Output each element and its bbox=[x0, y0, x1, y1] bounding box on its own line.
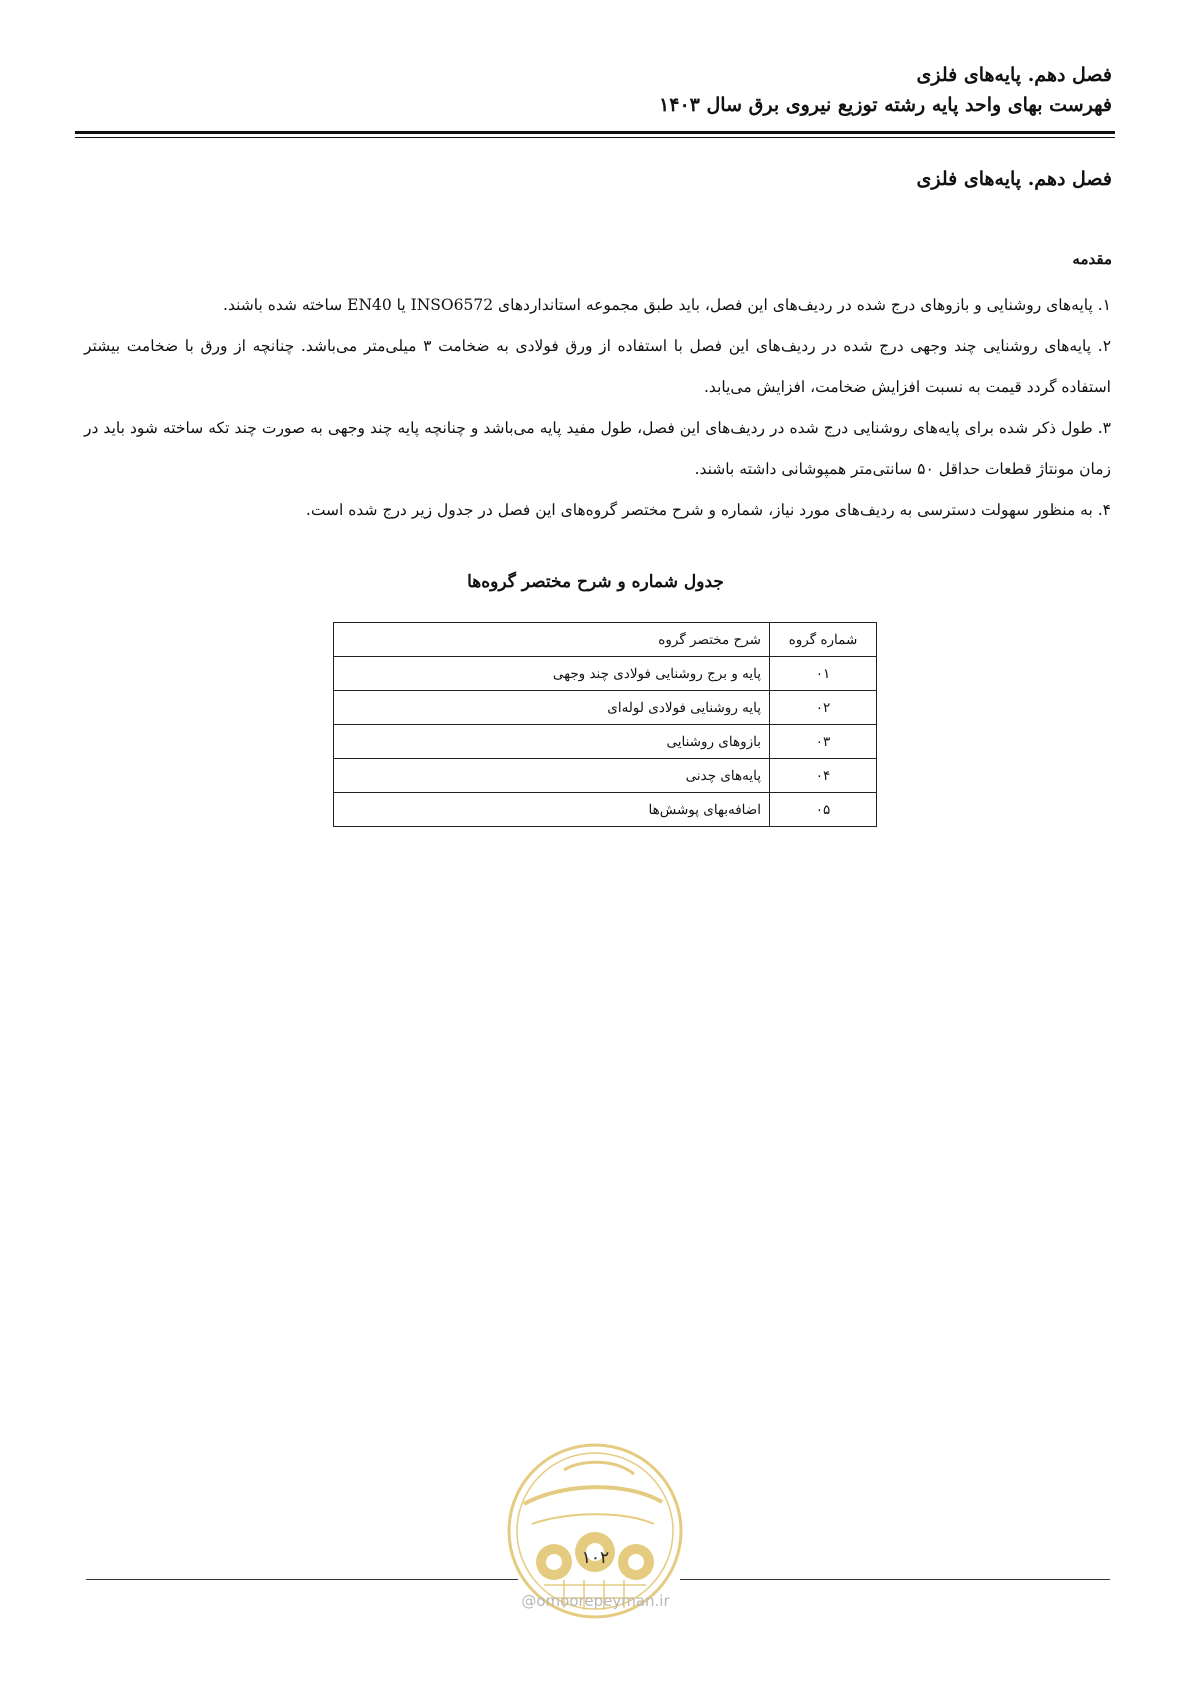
running-header-document-title: فهرست بهای واحد پایه رشته توزیع نیروی برق سال ۱۴۰۳ bbox=[659, 94, 1112, 116]
intro-heading: مقدمه bbox=[1072, 250, 1112, 268]
intro-paragraphs bbox=[84, 285, 1111, 531]
intro-paragraph-3: ۳. طول ذکر شده برای پایه‌های روشنایی درج شده در ردیف‌های این فصل، طول مفید پایه می‌باشد و چنانچه پایه چند وجهی به صورت چند تکه ساخته شود باید در زمان مونتاژ قطعات حداقل ۵۰ سانتی‌متر همپوشانی داشته باشند. bbox=[84, 419, 1111, 478]
group-description-cell: اضافه‌بهای پوشش‌ها bbox=[334, 793, 770, 827]
groups-table-body bbox=[334, 623, 877, 827]
chapter-title: فصل دهم. پایه‌های فلزی bbox=[916, 168, 1112, 190]
group-description-cell: پایه و برج روشنایی فولادی چند وجهی bbox=[334, 657, 770, 691]
group-number-cell: ۰۳ bbox=[770, 725, 877, 759]
group-number-cell: ۰۱ bbox=[770, 657, 877, 691]
website-credit: @omoorepeyman.ir bbox=[521, 1592, 670, 1610]
table-row bbox=[334, 793, 877, 827]
header-cell-number: شماره گروه bbox=[770, 623, 877, 657]
intro-paragraph-2: ۲. پایه‌های روشنایی چند وجهی درج شده در ردیف‌های این فصل با استفاده از ورق فولادی به ضخامت ۳ میلی‌متر می‌باشد. چنانچه از ورق با ضخامت بیشتر استفاده گردد قیمت به نسبت افزایش ضخامت، افزایش می‌یابد. bbox=[84, 337, 1112, 396]
footer-rule-right bbox=[680, 1579, 1110, 1580]
footer-rule-left bbox=[86, 1579, 518, 1580]
page-number: ۱۰۲ bbox=[581, 1548, 610, 1568]
table-row bbox=[334, 691, 877, 725]
header-rule-thick bbox=[75, 131, 1115, 134]
group-description-cell: بازوهای روشنایی bbox=[334, 725, 770, 759]
groups-table-header-row bbox=[334, 623, 877, 657]
running-header bbox=[659, 60, 1112, 120]
group-description-cell: پایه‌های چدنی bbox=[334, 759, 770, 793]
intro-paragraph-4: ۴. به منظور سهولت دسترسی به ردیف‌های مورد نیاز، شماره و شرح مختصر گروه‌های این فصل در جدول زیر درج شده است. bbox=[305, 501, 1111, 519]
table-row bbox=[334, 759, 877, 793]
groups-table-title: جدول شماره و شرح مختصر گروه‌ها bbox=[467, 572, 724, 592]
table-row bbox=[334, 657, 877, 691]
group-number-cell: ۰۲ bbox=[770, 691, 877, 725]
intro-paragraph-1: ۱. پایه‌های روشنایی و بازوهای درج شده در ردیف‌های این فصل، باید طبق مجموعه استانداردهای INSO6572 یا EN40 ساخته شده باشند. bbox=[223, 296, 1111, 314]
group-number-cell: ۰۴ bbox=[770, 759, 877, 793]
group-description-cell: پایه روشنایی فولادی لوله‌ای bbox=[334, 691, 770, 725]
group-number-cell: ۰۵ bbox=[770, 793, 877, 827]
header-cell-description: شرح مختصر گروه bbox=[334, 623, 770, 657]
table-row bbox=[334, 725, 877, 759]
running-header-chapter: فصل دهم. پایه‌های فلزی bbox=[916, 64, 1112, 86]
groups-table bbox=[333, 622, 877, 827]
header-rule-thin bbox=[75, 137, 1115, 138]
